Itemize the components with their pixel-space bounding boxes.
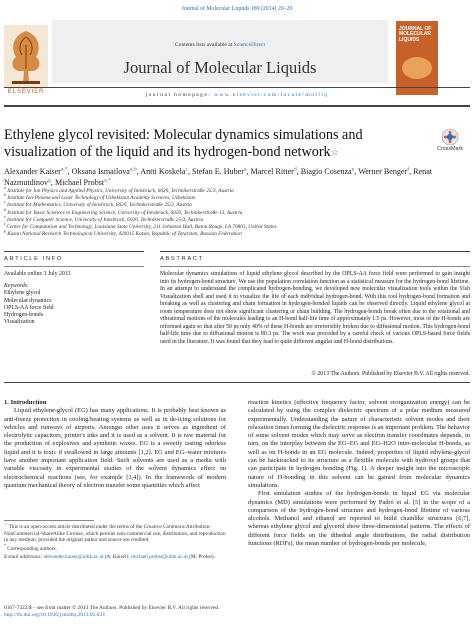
abstract-copyright: © 2013 The Authors. Published by Elsevier B.V. All rights reserved. — [311, 371, 470, 377]
author-list: Alexander Kaiser$^{a,*}$, Oksana Ismailova$^{a,b}$, Antti Koskela$^c$, Stefan E. Huber$^a$, Marcel Ritter$^d$, Biagio Cosenza$^e$, Werner Benger$^f$, Renat Nazmutdinov$^g$, Michael Probst$^{a,*}$ — [4, 166, 433, 187]
journal-reference[interactable]: Journal of Molecular Liquids 189 (2014) 20–29 — [181, 6, 293, 12]
email-link[interactable]: michael.probst@uibk.ac.at — [131, 553, 188, 560]
footnotes — [4, 524, 226, 562]
header-rule-top — [4, 87, 470, 88]
contents-line: Contents lists available at ScienceDirect — [174, 42, 266, 48]
journal-cover — [396, 21, 438, 95]
cover-graphic — [402, 57, 432, 79]
author[interactable]: Antti Koskela$^c$ — [140, 166, 188, 176]
crossmark-icon — [441, 128, 459, 146]
body-paragraph: First simulation studies of the hydrogen-bonds in liquid EG via molecular dynamics (MD) simulations were performed by Padró et al. [5] in the scope of a comparison of the hydrogen-bond structure and hydrogen-bond lifetime of various alcohols. Methanol and ethanol are reported to build chainlike structures [6,7], whereas ethylene glycol and glycerol show three-dimensional patterns. The effects of different force fields on the dihedral angle distributions, the radial distribution functions (RDFs), the mean number of hydrogen-bonds per molecule, — [248, 490, 470, 548]
elsevier-logo — [4, 25, 48, 95]
doi-link[interactable]: http://dx.doi.org/10.1016/j.molliq.2013.05.033 — [4, 611, 105, 618]
body-paragraph: reaction kinetics (effective frequency factor, solvent reorganization energy) can be calculated by using the complex dielectric spectrum of a polar medium measured experimentally. Understanding the nature of characteristic solvent modes and their relaxation times forming the dielectric response is an important problem. The behavior of some solvent modes which may serve as electron transfer coordinates depends, in turn, on the interplay between the EG–EG and EG–H2O inter-molecular H-bonds, as well as on H-bonds in an EG molecule. Indeed, properties of liquid ethylene-glycol can be backtracked to its structure as a flexible molecule with hydroxyl groups that can participate in hydrogen bonding (Fig. 1). A deeper insight into the microscopic nature of H-bonding in this solvent can be gained from molecular dynamics simulations. — [248, 399, 470, 489]
elsevier-tree-icon — [4, 25, 48, 95]
author[interactable]: Oksana Ismailova$^{a,b}$ — [71, 166, 137, 176]
abstract-rule-mid — [160, 266, 470, 267]
license-footnote: ☆ This is an open-access article distributed under the terms of the Creative Commons Attribution-NonCommercial-ShareAlike License, which permits non-commercial use, distribution, and reproduction in any medium, provided the original author and source are credited. — [4, 522, 226, 544]
issn-footer — [4, 605, 304, 619]
info-rule-mid — [4, 266, 144, 267]
author[interactable]: Alexander Kaiser$^{a,*}$ — [4, 166, 68, 176]
issn-line: 0167-7322/$ – see front matter © 2013 The Authors. Published by Elsevier B.V. All rights reserved. — [4, 605, 220, 611]
abstract-rule-bottom — [4, 382, 470, 383]
homepage-link[interactable]: www.elsevier.com/locate/molliq — [214, 92, 329, 98]
affiliation: $^d$ Institute for Basic Sciences in Engineering Science, University of Innsbruck, 6020, Technikerstraße 13, Austria — [4, 207, 243, 216]
article-info — [4, 271, 144, 326]
introduction-heading: 1. Introduction — [4, 399, 47, 406]
abstract-rule-top — [160, 251, 470, 252]
article-info-heading: ARTICLE INFO — [4, 256, 64, 262]
keyword: Ethylene glycol — [4, 290, 41, 297]
crossmark-badge[interactable] — [427, 128, 473, 152]
author[interactable]: Biagio Cosenza$^e$ — [300, 166, 355, 176]
author[interactable]: Werner Benger$^f$ — [358, 166, 410, 176]
abstract-heading: ABSTRACT — [160, 256, 204, 262]
affiliation: $^a$ Institute for Ion Physics and Applied Physics, University of Innsbruck, 6020, Technikerstraße 25/3, Austria — [4, 186, 234, 194]
keywords-heading: Keywords: — [4, 283, 29, 290]
affiliation: $^f$ Center for Computation and Technology, Louisiana State University, 211 Johnston Hall, Baton Rouge, LA 70803, United States — [4, 222, 277, 231]
cover-title: JOURNAL OF MOLECULAR LIQUIDS — [399, 26, 432, 43]
author[interactable]: Michael Probst$^{a,*}$ — [54, 177, 111, 187]
email-footnote: E-mail addresses: alexander.kaiser@uibk.ac.at (A. Kaiser), michael.probst@uibk.ac.at (M. Probst). — [4, 553, 215, 560]
footnote-rule — [4, 520, 94, 521]
affiliation: $^g$ Kazan National Research Technological University, 420015 Kazan, Republic of Tatarstan, Russian Federation — [4, 229, 242, 238]
abstract-text: Molecular dynamics simulations of liquid ethylene glycol described by the OPLS-AA force field were performed to gain insight into its hydrogen-bond structure. We use the population correlation function as a statistical measure for the hydrogen-bond lifetime. In an attempt to understand the complicated hydrogen-bonding, we developed new molecular visualization tools within the Vish Visualization shell and used it to visualize the life of each individual hydrogen-bond. With this tool hydrogen-bond formation and breaking as well as clustering and chain formation in hydrogen-bonded liquids can be observed directly. Liquid ethylene glycol at room temperature does not show significant clustering or chain building. The hydrogen-bonds break often due to the rotational and vibrational motions of the molecules leading to an H-bond half-life time of approximately 1.5 ps. However, most of the H-bonds are reformed again so that after 50 ps only 40% of these H-bonds are irreversibly broken due to diffusional motion. This hydrogen-bond half-life time due to diffusional motion is 80.3 ps. The work was preceded by a careful check of various OPLS-based force fields used in the literature. It was found that they lead to quite different angular and H-bond distributions. — [160, 271, 470, 345]
elsevier-wordmark: ELSEVIER — [7, 88, 45, 95]
keyword: Hydrogen-bonds — [4, 312, 43, 319]
affiliation-list — [4, 188, 470, 238]
available-online: Available online 3 July 2013 — [4, 271, 71, 277]
body-right-column — [248, 399, 470, 548]
header-rule-bottom — [4, 105, 470, 107]
author[interactable]: Renat Nazmutdinov$^g$ — [4, 167, 433, 187]
sciencedirect-link[interactable]: ScienceDirect — [233, 42, 266, 48]
keyword: Molecular dynamics — [4, 297, 52, 304]
author[interactable]: Stefan E. Huber$^a$ — [192, 166, 247, 176]
homepage-line: journal homepage: www.elsevier.com/locate/molliq — [145, 92, 329, 98]
keyword: Visualization — [4, 319, 35, 326]
info-rule-top — [4, 251, 144, 252]
keyword: OPLS-AA force field — [4, 304, 54, 311]
journal-banner — [52, 20, 388, 83]
title-footnote-mark[interactable]: ☆ — [330, 147, 339, 157]
corresponding-footnote: * Corresponding authors. — [4, 543, 57, 552]
author[interactable]: Marcel Ritter$^d$ — [250, 166, 297, 176]
body-left-column — [4, 399, 226, 490]
affiliation: $^e$ Institute for Computer Science, University of Innsbruck, 6020, Technikerstraße 25/3, Austria — [4, 215, 204, 223]
affiliation: $^b$ Institute Ion-Plasma and Laser Technology of Uzbekistan Academy Sciences, Uzbekistan — [4, 193, 196, 202]
body-paragraph: Liquid ethylene-glycol (EG) has many applications. It is probably best known as anti-freeze protection in cooling/heating systems as well as in de-icing solutions for vehicles and runways of airports. Amongst other uses it serves as ingredient of electrolytic capacitors, printer's inks and it is used as a solvent. It is raw material for the production of explosives and synthetic waxes. EG is a sweetly tasting odorless liquid and it is toxic if swallowed in large amounts [1,2]. EG and EG–water mixtures have another important application field. Such solvents are used as a media with variable viscosity in experimental studies of the solvent dynamics effect on electrochemical reactions (see, for example [3,4]). In the framework of modern quantum mechanical theory of electron transfer some quantities which affect — [4, 407, 226, 489]
email-link[interactable]: alexander.kaiser@uibk.ac.at — [43, 553, 104, 560]
affiliation: $^c$ Institute for Mathematics, University of Innsbruck, 6020, Technikerstraße 25/3, Austria — [4, 200, 192, 209]
journal-title: Journal of Molecular Liquids — [123, 58, 317, 77]
crossmark-label: CrossMark — [436, 146, 464, 152]
article-title: Ethylene glycol revisited: Molecular dynamics simulations and visualization of the liquid and its hydrogen-bond network☆ — [4, 127, 363, 160]
